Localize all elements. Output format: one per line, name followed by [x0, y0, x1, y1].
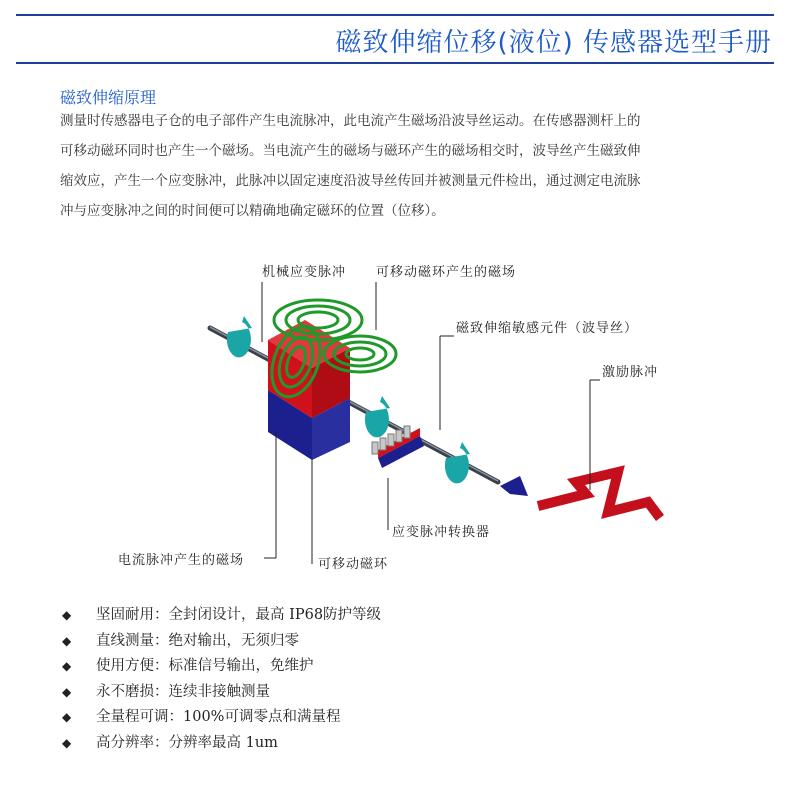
intro-line: 测量时传感器电子仓的电子部件产生电流脉冲，此电流产生磁场沿波导丝运动。在传感器测杆上的	[60, 113, 641, 129]
feature-item	[62, 654, 381, 680]
feature-label: 全量程可调：100%可调零点和满量程	[96, 709, 341, 725]
intro-line: 冲与应变脉冲之间的时间便可以精确地确定磁环的位置（位移）。	[60, 203, 445, 219]
feature-label: 坚固耐用：全封闭设计，最高 IP68防护等级	[96, 607, 382, 623]
label-waveguide-element: 磁致伸缩敏感元件（波导丝）	[456, 321, 639, 336]
diamond-bullet-icon: ◆	[62, 710, 72, 724]
label-strain-converter: 应变脉冲转换器	[392, 525, 491, 540]
excitation-pulse-wave	[538, 472, 660, 518]
diamond-bullet-icon: ◆	[62, 608, 72, 622]
feature-item	[62, 629, 381, 655]
label-mechanical-strain-pulse: 机械应变脉冲	[262, 265, 347, 280]
feature-label: 使用方便：标准信号输出，免维护	[96, 658, 314, 674]
feature-item	[62, 603, 381, 629]
feature-item	[62, 705, 381, 731]
page-title: 磁致伸缩位移(液位) 传感器选型手册	[335, 28, 772, 58]
feature-label: 永不磨损：连续非接触测量	[96, 683, 270, 700]
label-movable-ring: 可移动磁环	[318, 557, 389, 572]
diamond-bullet-icon: ◆	[62, 735, 72, 750]
diamond-bullet-icon: ◆	[62, 684, 72, 699]
intro-line: 可移动磁环同时也产生一个磁场。当电流产生的磁场与磁环产生的磁场相交时，波导丝产生磁致伸	[60, 143, 641, 159]
label-movable-ring-field: 可移动磁环产生的磁场	[376, 265, 517, 280]
feature-label: 直线测量：绝对输出，无须归零	[96, 632, 299, 649]
feature-item	[62, 731, 381, 757]
diamond-bullet-icon: ◆	[62, 659, 72, 673]
feature-label: 高分辨率：分辨率最高 1um	[96, 734, 278, 751]
direction-arrow-icon	[500, 476, 528, 496]
label-current-pulse-field: 电流脉冲产生的磁场	[118, 553, 245, 568]
header-bottom-rule	[16, 62, 774, 64]
intro-line: 缩效应，产生一个应变脉冲，此脉冲以固定速度沿波导丝传回并被测量元件检出，通过测定电流脉	[60, 173, 641, 189]
feature-item	[62, 680, 381, 706]
header-top-rule	[16, 14, 774, 16]
principle-diagram	[0, 250, 790, 590]
intro-paragraph	[60, 106, 740, 226]
diamond-bullet-icon: ◆	[62, 633, 72, 648]
feature-list	[62, 603, 381, 756]
label-excitation-pulse: 激励脉冲	[602, 365, 659, 380]
section-heading: 磁致伸缩原理	[60, 88, 157, 107]
